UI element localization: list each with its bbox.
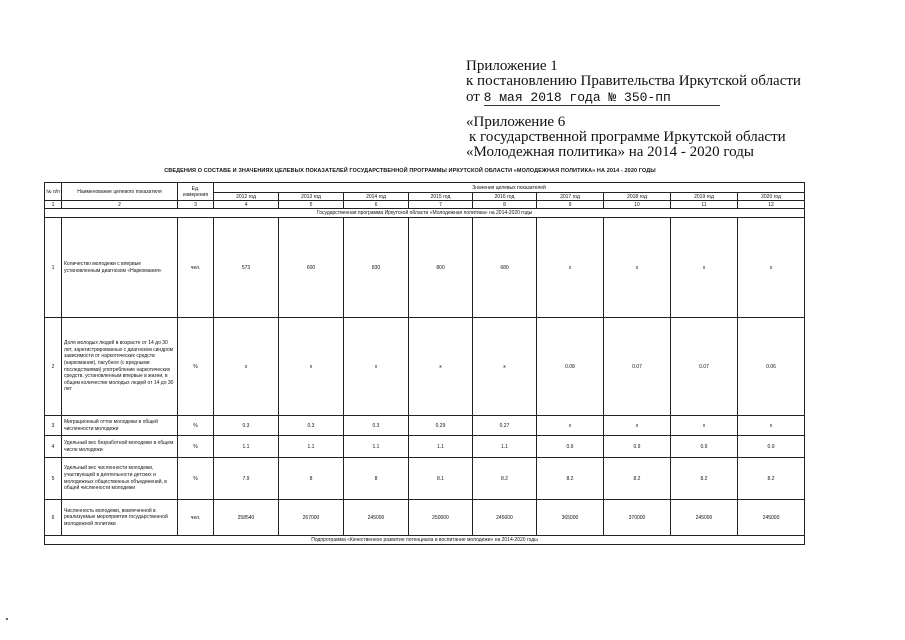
unit-cell: % [178,436,214,458]
value-cell: 800 [409,218,473,318]
column-number: 8 [473,201,537,209]
header-year: 2013 год [279,193,344,201]
value-cell: 0.9 [738,436,805,458]
value-cell: 1.1 [279,436,344,458]
column-number: 10 [604,201,671,209]
value-cell: 0.06 [738,318,805,416]
document-title: СВЕДЕНИЯ О СОСТАВЕ И ЗНАЧЕНИЯХ ЦЕЛЕВЫХ ПОКАЗАТЕЛЕЙ ГОСУДАРСТВЕННОЙ ПРОГРАММЫ ИРКУТСКОЙ ОБЛАСТИ «МОЛОДЕЖНАЯ ПОЛИТИКА» НА 2014 - 2020 ГОДЫ [164,168,656,174]
table-row [45,318,805,416]
indicators-table [44,182,805,545]
column-number: 2 [62,201,178,209]
value-cell: 0.3 [214,416,279,436]
value-cell: x [537,218,604,318]
indicator-name: Миграционный отток молодежи в общей численности молодежи [62,416,178,436]
value-cell: 8.2 [473,458,537,500]
column-number: 5 [279,201,344,209]
value-cell: x [604,218,671,318]
row-number: 4 [45,436,62,458]
value-cell: 370000 [604,500,671,536]
value-cell: 0.07 [671,318,738,416]
header-year: 2018 год [604,193,671,201]
header-year: 2012 год [214,193,279,201]
table-row [45,500,805,536]
value-cell: 573 [214,218,279,318]
row-number: 5 [45,458,62,500]
column-number: 6 [344,201,409,209]
value-cell: 245000 [671,500,738,536]
indicator-name: Доля молодых людей в возрасте от 14 до 30 лет, зарегистрированных с диагнозом синдром зависимости от наркотических средств (наркомания), пагубное (с вредными последствиями) употребление наркотических средств, установленным впервые в жизни, в общем количестве молодых людей от 14 до 30 лет [62,318,178,416]
value-cell: x [537,416,604,436]
value-cell: 680 [473,218,537,318]
column-number: 11 [671,201,738,209]
value-cell: x [214,318,279,416]
value-cell: 8.2 [738,458,805,500]
value-cell: 0.08 [537,318,604,416]
value-cell: 600 [279,218,344,318]
unit-cell: % [178,416,214,436]
annex-program-line: к государственной программе Иркутской области [469,129,786,145]
table-row [45,436,805,458]
column-number: 3 [178,201,214,209]
header-indicator-name: Наименование целевого показателя [62,183,178,201]
header-number: № п/п [45,183,62,201]
value-cell: 830 [344,218,409,318]
row-number: 2 [45,318,62,416]
value-cell: 267000 [279,500,344,536]
value-cell: 8.1 [409,458,473,500]
value-cell: 0.07 [604,318,671,416]
value-cell: 250000 [409,500,473,536]
value-cell: x [473,318,537,416]
column-number: 4 [214,201,279,209]
section-header-program: Государственная программа Иркутской области «Молодежная политика» на 2014-2020 годы [45,209,805,218]
value-cell: x [671,218,738,318]
header-year: 2014 год [344,193,409,201]
resolution-date-value: 8 мая 2018 года № 350-пп [484,91,720,106]
header-year: 2016 год [473,193,537,201]
section-header-subprogram: Подпрограмма «Качественное развитие потенциала и воспитание молодежи» на 2014-2020 годы [45,536,805,545]
value-cell: x [279,318,344,416]
table-row [45,416,805,436]
indicator-name: Численность молодежи, вовлеченной в реализуемые мероприятия государственной молодежной политики [62,500,178,536]
value-cell: x [344,318,409,416]
header-year: 2017 год [537,193,604,201]
unit-cell: % [178,318,214,416]
unit-cell: чел. [178,500,214,536]
value-cell: 0.29 [409,416,473,436]
value-cell: 1.1 [409,436,473,458]
value-cell: 245000 [344,500,409,536]
header-unit: Ед. измерения [178,183,214,201]
value-cell: 8 [279,458,344,500]
header-year: 2015 год [409,193,473,201]
indicator-name: Удельный вес безработной молодежи в общем числе молодежи [62,436,178,458]
value-cell: 7.9 [214,458,279,500]
annex-title: «Приложение 6 [466,114,566,130]
column-number: 9 [537,201,604,209]
row-number: 6 [45,500,62,536]
value-cell: 0.3 [279,416,344,436]
value-cell: 8.2 [671,458,738,500]
unit-cell: % [178,458,214,500]
value-cell: x [604,416,671,436]
scan-speck [6,618,8,620]
appendix-subtitle: к постановлению Правительства Иркутской области [466,73,801,89]
header-year: 2020 год [738,193,805,201]
value-cell: x [671,416,738,436]
row-number: 3 [45,416,62,436]
value-cell: x [738,416,805,436]
appendix-title: Приложение 1 [466,58,558,74]
value-cell: 258540 [214,500,279,536]
unit-cell: чел. [178,218,214,318]
value-cell: x [738,218,805,318]
annex-program-name: «Молодежная политика» на 2014 - 2020 годы [466,144,754,160]
value-cell: x [409,318,473,416]
header-year: 2019 год [671,193,738,201]
value-cell: 245000 [473,500,537,536]
table-row [45,218,805,318]
column-number: 7 [409,201,473,209]
table-row [45,458,805,500]
indicator-name: Удельный вес численности молодежи, участвующей в деятельности детских и молодежных общественных объединений, в общей численности молодежи [62,458,178,500]
value-cell: 0.9 [604,436,671,458]
header-values: Значения целевых показателей [214,183,805,193]
value-cell: 8.2 [604,458,671,500]
column-number: 1 [45,201,62,209]
value-cell: 1.1 [344,436,409,458]
resolution-date-prefix: от [466,89,480,105]
indicator-name: Количество молодежи с впервые установленным диагнозом «Наркомания» [62,218,178,318]
value-cell: 1.1 [473,436,537,458]
value-cell: 1.1 [214,436,279,458]
value-cell: 8.2 [537,458,604,500]
column-number-row [45,201,805,209]
value-cell: 0.3 [344,416,409,436]
column-number: 12 [738,201,805,209]
value-cell: 8 [344,458,409,500]
row-number: 1 [45,218,62,318]
value-cell: 0.9 [671,436,738,458]
resolution-date-line [466,89,720,106]
value-cell: 0.27 [473,416,537,436]
value-cell: 365000 [537,500,604,536]
value-cell: 0.9 [537,436,604,458]
value-cell: 245000 [738,500,805,536]
